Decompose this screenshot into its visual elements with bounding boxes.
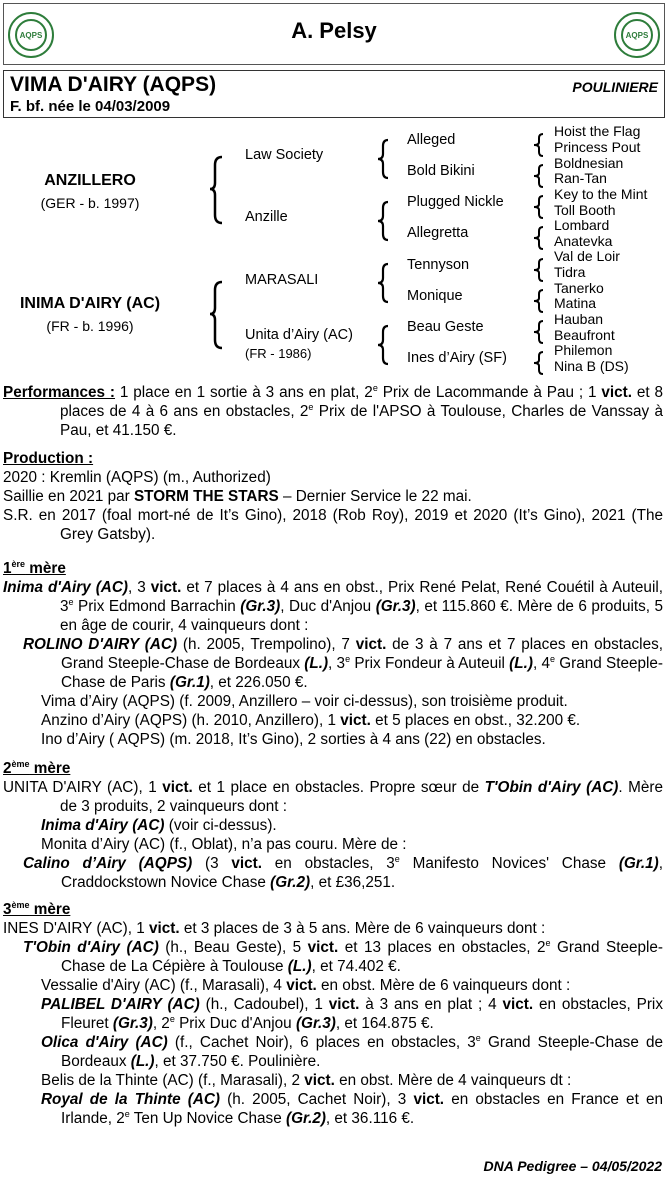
gen4-4: Ran-Tan: [554, 170, 607, 186]
first-dam-section: [3, 559, 663, 749]
gen3-plugged-nickle: Plugged Nickle: [407, 194, 504, 210]
bracket-g3-2: [534, 163, 548, 189]
gen4-11: Tanerko: [554, 280, 604, 296]
royal-entry: Royal de la Thinte (AC) (h. 2005, Cachet Noir), 3 vict. en obstacles en France et en Irlande, 2e Ten Up Novice Chase (Gr.2), et 36.116 €.: [41, 1091, 663, 1127]
first-dam-heading: 1ère mère: [3, 558, 66, 577]
horse-category: POULINIERE: [572, 79, 658, 95]
third-dam-heading: 3ème mère: [3, 899, 71, 918]
gen4-10: Tidra: [554, 264, 586, 280]
gen3-ines: Ines d’Airy (SF): [407, 350, 507, 366]
gen2-unita-info: (FR - 1986): [245, 346, 312, 361]
rolino-entry: ROLINO D'AIRY (AC) (h. 2005, Trempolino), 7 vict. de 3 à 7 ans et 7 places en obstacles, Grand Steeple-Chase de Bordeaux (L.), 3e Prix Fondeur à Auteuil (L.), 4e Grand Steeple-Chase de Paris (Gr.1), et 226.050 €.: [23, 636, 663, 691]
gen4-1: Hoist the Flag: [554, 123, 641, 139]
monita-entry: Monita d’Airy (AC) (f., Oblat), n’a pas couru. Mère de :: [41, 836, 407, 853]
gen4-14: Beaufront: [554, 327, 615, 343]
gen3-alleged: Alleged: [407, 132, 456, 148]
performances-section: [3, 383, 663, 440]
second-dam-section: [3, 759, 663, 892]
sire-name: ANZILLERO: [44, 172, 136, 189]
production-line-1: 2020 : Kremlin (AQPS) (m., Authorized): [3, 469, 271, 486]
breeder-title: A. Pelsy: [291, 18, 377, 43]
gen4-5: Key to the Mint: [554, 186, 648, 202]
bracket-sire: [210, 155, 234, 225]
horse-name-box: [3, 70, 665, 118]
gen4-15: Philemon: [554, 342, 613, 358]
production-section: [3, 449, 663, 544]
bracket-dam: [210, 280, 234, 350]
gen3-tennyson: Tennyson: [407, 257, 470, 273]
sire-info: (GER - b. 1997): [40, 195, 140, 211]
gen3-allegretta: Allegretta: [407, 225, 469, 241]
performances-text: Performances : 1 place en 1 sortie à 3 ans en plat, 2e Prix de Lacommande à Pau ; 1 vict. et 8 places de 4 à 6 ans en obstacles, 2e Prix de l'APSO à Toulouse, Charles de Vanssay à Pau, et 41.150 €.: [3, 382, 664, 439]
dam-name: INIMA D'AIRY (AC): [19, 295, 161, 312]
horse-name: VIMA D'AIRY (AQPS): [10, 73, 217, 96]
gen3-monique: Monique: [407, 288, 463, 304]
bracket-g3-5: [534, 257, 548, 283]
horse-birth: F. bf. née le 04/03/2009: [10, 98, 171, 115]
footer-source: DNA Pedigree – 04/05/2022: [483, 1158, 662, 1174]
production-line-2: Saillie en 2021 par STORM THE STARS – Dernier Service le 22 mai.: [3, 488, 472, 505]
gen4-7: Lombard: [554, 217, 610, 233]
page-header: [3, 3, 665, 65]
bracket-g2-2: [378, 200, 398, 242]
bracket-g3-4: [534, 225, 548, 251]
bracket-g3-7: [534, 319, 548, 345]
bracket-g2-4: [378, 324, 398, 366]
gen4-2: Princess Pout: [554, 139, 641, 155]
palibel-entry: PALIBEL D'AIRY (AC) (h., Cadoubel), 1 vict. à 3 ans en plat ; 4 vict. en obstacles, Prix Fleuret (Gr.3), 2e Prix Duc d'Anjou (Gr.3), et 164.875 €.: [41, 996, 663, 1032]
bracket-g3-8: [534, 350, 548, 376]
olica-entry: Olica d'Airy (AC) (f., Cachet Noir), 6 places en obstacles, 3e Grand Steeple-Chase de Bordeaux (L.), et 37.750 €. Poulinière.: [41, 1032, 663, 1070]
tobin-entry: T'Obin d'Airy (AC) (h., Beau Geste), 5 vict. et 13 places en obstacles, 2e Grand Steeple-Chase de La Cépière à Toulouse (L.), et 74.402 €.: [23, 937, 663, 975]
gen4-12: Matina: [554, 295, 597, 311]
gen4-3: Boldnesian: [554, 155, 624, 171]
second-dam-entry: UNITA D'AIRY (AC), 1 vict. et 1 place en obstacles. Propre sœur de T'Obin d'Airy (AC). Mère de 3 produits, 2 vainqueurs dont :: [3, 779, 663, 815]
gen4-8: Anatevka: [554, 233, 613, 249]
gen2-law-society: Law Society: [245, 147, 324, 163]
gen2-anzille: Anzille: [245, 209, 288, 225]
gen4-16: Nina B (DS): [554, 358, 629, 374]
bracket-g2-1: [378, 138, 398, 180]
gen2-unita: Unita d’Airy (AC): [245, 327, 353, 343]
dam-info: (FR - b. 1996): [46, 318, 134, 334]
inima-ref-entry: Inima d'Airy (AC) (voir ci-dessus).: [41, 817, 277, 834]
third-dam-section: [3, 900, 663, 1128]
performances-label: Performances :: [3, 384, 116, 401]
third-dam-entry: INES D'AIRY (AC), 1 vict. et 3 places de 3 à 5 ans. Mère de 6 vainqueurs dont :: [3, 920, 546, 937]
gen4-9: Val de Loir: [554, 248, 620, 264]
gen4-13: Hauban: [554, 311, 604, 327]
production-label: Production :: [3, 450, 94, 467]
bracket-g2-3: [378, 262, 398, 304]
ino-entry: Ino d’Airy ( AQPS) (m. 2018, It’s Gino), 2 sorties à 4 ans (22) en obstacles.: [41, 731, 546, 748]
anzino-entry: Anzino d’Airy (AQPS) (h. 2010, Anzillero), 1 vict. et 5 places en obst., 32.200 €.: [41, 712, 581, 729]
gen3-beau-geste: Beau Geste: [407, 319, 484, 335]
first-dam-entry: Inima d'Airy (AC), 3 vict. et 7 places à 4 ans en obst., Prix René Pelat, René Couétil à Auteuil, 3e Prix Edmond Barrachin (Gr.3), Duc d'Anjou (Gr.3), et 115.860 €. Mère de 6 produits, 5 en âge de courir, 4 vainqueurs dont :: [3, 579, 663, 634]
production-line-3: S.R. en 2017 (foal mort-né de It’s Gino), 2018 (Rob Roy), 2019 et 2020 (It’s Gino), 2021 (The Grey Gatsby).: [3, 507, 663, 543]
belis-entry: Belis de la Thinte (AC) (f., Marasali), 2 vict. en obst. Mère de 4 vainqueurs dt :: [41, 1072, 572, 1089]
gen2-marasali: MARASALI: [245, 272, 319, 288]
vessalie-entry: Vessalie d'Airy (AC) (f., Marasali), 4 vict. en obst. Mère de 6 vainqueurs dont :: [41, 977, 571, 994]
aqps-logo-left: AQPS: [8, 12, 54, 58]
gen3-bold-bikini: Bold Bikini: [407, 163, 475, 179]
bracket-g3-6: [534, 288, 548, 314]
second-dam-heading: 2ème mère: [3, 758, 71, 777]
gen4-6: Toll Booth: [554, 202, 616, 218]
bracket-g3-1: [534, 132, 548, 158]
bracket-g3-3: [534, 194, 548, 220]
calino-entry: Calino d’Airy (AQPS) (3 vict. en obstacles, 3e Manifesto Novices' Chase (Gr.1), Craddockstown Novice Chase (Gr.2), et £36,251.: [23, 853, 664, 891]
vima-entry: Vima d’Airy (AQPS) (f. 2009, Anzillero – voir ci-dessus), son troisième produit.: [41, 693, 568, 710]
aqps-logo-right: AQPS: [614, 12, 660, 58]
